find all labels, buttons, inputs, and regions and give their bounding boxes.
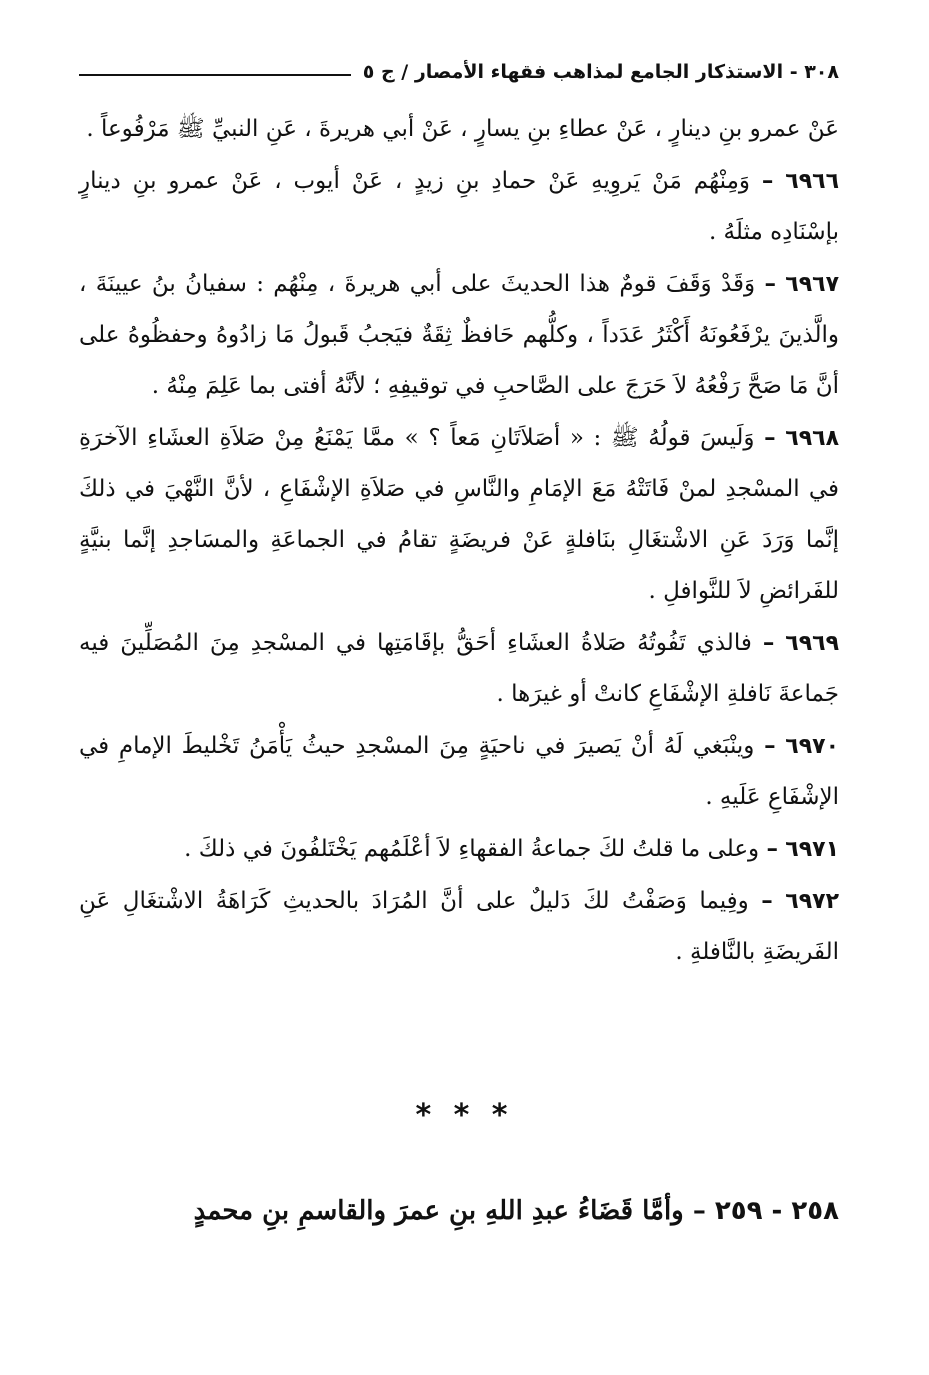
paragraph-text: وفِيما وَصَفْتُ لكَ دَليلٌ على أنَّ المُرَادَ بالحديثِ كَرَاهَةُ الاشْتغَالِ عَنِ الفَريضَةِ بالنَّافلةِ . <box>79 888 839 965</box>
section-heading <box>79 1186 839 1236</box>
paragraph-number: ٦٩٦٧ <box>785 272 839 297</box>
paragraph-number: ٦٩٦٦ <box>785 169 839 194</box>
paragraph-number: ٦٩٦٨ <box>785 426 839 451</box>
running-header-title: ٣٠٨ - الاستذكار الجامع لمذاهب فقهاء الأمصار / ج ٥ <box>362 61 839 83</box>
paragraph-text: عَنْ عمرو بنِ دينارٍ ، عَنْ عطاءِ بنِ يسارٍ ، عَنْ أبي هريرةَ ، عَنِ النبيِّ ﷺ مَرْفُوعاً . <box>86 116 839 142</box>
section-separator: * * * <box>415 1098 514 1133</box>
running-header <box>79 52 839 92</box>
paragraph-6971 <box>79 823 839 875</box>
paragraph-6969 <box>79 617 839 720</box>
body-text <box>79 104 839 978</box>
paragraph-text: وَمِنْهُم مَنْ يَروِيهِ عَنْ حمادِ بنِ زيدٍ ، عَنْ أيوب ، عَنْ عمرو بنِ دينارٍ بإسْنَادِه مثلَهُ . <box>79 168 839 245</box>
paragraph-number: ٦٩٦٩ <box>785 631 840 656</box>
paragraph-number: ٦٩٧١ <box>785 837 839 862</box>
number-dash: – <box>692 1196 706 1226</box>
paragraph-text: وينْبَغي لَهُ أنْ يَصيرَ في ناحيَةٍ مِنَ المسْجدِ حيثُ يَأْمَنُ تَخْليطَ الإمامِ في الإشْفَاعِ عَلَيهِ . <box>79 733 839 810</box>
paragraph-text: وَقَدْ وَقَفَ قومٌ هذا الحديثَ على أبي هريرةَ ، مِنْهُم : سفيانُ بنُ عيينَةَ ، والَّذينَ يرْفَعُونَهُ أَكْثَرُ عَدَداً ، وكلُّهم حَافظٌ ثِقَةٌ فيَجبُ قَبولُ مَا زادُوهُ وحفظُوهُ على أنَّ مَا صَحَّ رَفْعُهُ لاَ حَرَجَ على الصَّاحبِ في توقيفِهِ ؛ لأنَّهُ أفتى بما عَلِمَ مِنْهُ . <box>79 271 839 399</box>
number-dash: – <box>762 629 775 656</box>
paragraph-6966 <box>79 155 839 258</box>
number-dash: – <box>761 887 773 914</box>
paragraph-number: ٦٩٧٢ <box>785 889 839 914</box>
paragraph-6972 <box>79 875 839 978</box>
section-title: وأمَّا قَضَاءُ عبدِ اللهِ بنِ عمرَ والقاسمِ بنِ محمدٍ <box>193 1196 684 1226</box>
paragraph-6970 <box>79 720 839 823</box>
number-dash: – <box>766 835 778 862</box>
section-number: ٢٥٨ - ٢٥٩ <box>714 1196 839 1226</box>
paragraph-number: ٦٩٧٠ <box>785 734 840 759</box>
paragraph-continuation <box>79 104 839 155</box>
number-dash: – <box>764 732 776 759</box>
header-rule <box>79 74 351 76</box>
paragraph-6968 <box>79 412 839 617</box>
paragraph-6967 <box>79 258 839 412</box>
number-dash: – <box>764 270 776 297</box>
paragraph-text: وَلَيسَ قولُهُ ﷺ : « أصَلاَتَانِ مَعاً ؟ » ممَّا يَمْنَعُ مِنْ صَلاَةِ العشَاءِ الآخرَةِ في المسْجدِ لمنْ فَاتَتْهُ مَعَ الإمَامِ والنَّاسِ في صَلاَةِ الإشْفَاعِ ، لأنَّ النَّهْيَ في ذلكَ إنَّما وَرَدَ عَنِ الاشْتغَالِ بنَافلةٍ عَنْ فريضَةٍ تقامُ في الجماعَةِ والمسَاجدِ إنَّما بنيَّةٍ للفَرائضِ لاَ للنَّوافلِ . <box>79 425 839 604</box>
paragraph-text: فالذي تَفُوتُهُ صَلاةُ العشَاءِ أحَقُّ بإقَامَتِها في المسْجدِ مِنَ المُصَلِّينَ فيه جَماعةَ نَافلةِ الإشْفَاعِ كانتْ أو غيرَها . <box>79 630 839 707</box>
number-dash: – <box>761 167 774 194</box>
paragraph-text: وعلى ما قلتُ لكَ جماعةُ الفقهاءِ لاَ أعْلَمُهم يَخْتَلفُونَ في ذلكَ . <box>184 836 760 862</box>
number-dash: – <box>764 424 776 451</box>
